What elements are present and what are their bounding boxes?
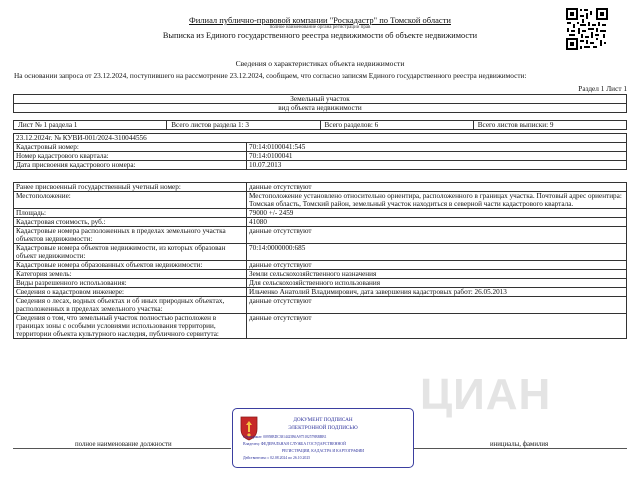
identity-table	[13, 133, 627, 170]
table-row	[14, 288, 627, 297]
signature-line1: ДОКУМЕНТ ПОДПИСАН	[293, 417, 353, 423]
row-value: Ильченко Анатолий Владимирович, дата завершения кадастровых работ: 26.05.2013	[247, 288, 627, 297]
row-label: Дата присвоения кадастрового номера:	[14, 161, 247, 170]
sheet-number: Лист № 1 раздела 1	[14, 121, 167, 130]
branch-name: Филиал публично-правовой компании "Роскадастр" по Томской области	[189, 15, 451, 25]
row-label: Сведения о кадастровом инженере:	[14, 288, 247, 297]
table-row	[14, 244, 627, 261]
row-label: Кадастровый номер:	[14, 143, 247, 152]
electronic-signature-stamp	[232, 408, 414, 468]
row-value: 70:14:0000000:685	[247, 244, 627, 261]
authority-caption: полное наименование органа регистрации прав	[269, 25, 371, 30]
signature-certificate: Сертификат: 00958BDC3814425B6A975182579BBBB1	[243, 435, 327, 439]
row-value: данные отсутствуют	[247, 227, 627, 244]
subtitle: Сведения о характеристиках объекта недвижимости	[235, 59, 405, 68]
table-row	[14, 161, 627, 170]
row-label: Местоположение:	[14, 192, 247, 209]
signature-owner: Владелец: ФЕДЕРАЛЬНАЯ СЛУЖБА ГОСУДАРСТВЕННОЙ	[243, 442, 346, 446]
row-value: Для сельскохозяйственного использования	[247, 279, 627, 288]
row-value: Земли сельскохозяйственного назначения	[247, 270, 627, 279]
row-value: 10.07.2013	[247, 161, 627, 170]
row-label: Кадастровые номера расположенных в пределах земельного участка объектов недвижимости:	[14, 227, 247, 244]
footer-position-caption: полное наименование должности	[75, 441, 172, 448]
table-row	[14, 314, 627, 339]
table-row	[14, 279, 627, 288]
table-row	[14, 261, 627, 270]
table-row	[14, 218, 627, 227]
table-row	[14, 152, 627, 161]
row-value: Местоположение установлено относительно ориентира, расположенного в границах участка. Почтовый адрес ориентира: Томская область, Томский район, земельный участок находиться в северной части кадастрового квартала.	[247, 192, 627, 209]
footer-name-caption: инициалы, фамилия	[490, 441, 549, 448]
signature-owner-2: РЕГИСТРАЦИИ, КАДАСТРА И КАРТОГРАФИИ	[281, 449, 365, 453]
row-label: Кадастровые номера объектов недвижимости, из которых образован объект недвижимости:	[14, 244, 247, 261]
object-type: Земельный участок	[14, 95, 627, 104]
footer-line-right	[414, 448, 627, 449]
table-row	[14, 192, 627, 209]
table-row	[14, 227, 627, 244]
row-value: данные отсутствуют	[247, 297, 627, 314]
row-value: данные отсутствуют	[247, 314, 627, 339]
signature-line2: ЭЛЕКТРОННОЙ ПОДПИСЬЮ	[288, 425, 358, 431]
section-label: Раздел 1 Лист 1	[578, 84, 627, 93]
row-label: Кадастровые номера образованных объектов недвижимости:	[14, 261, 247, 270]
sheet-info-table	[13, 120, 627, 130]
row-label: Площадь:	[14, 209, 247, 218]
table-row	[14, 297, 627, 314]
row-value: 70:14:0100041	[247, 152, 627, 161]
doc-number: 23.12.2024г. № КУВИ-001/2024-310044556	[14, 134, 627, 143]
footer-line-left	[13, 448, 231, 449]
total-sheets-section: Всего листов раздела 1: 3	[167, 121, 320, 130]
characteristics-table	[13, 182, 627, 339]
row-label: Номер кадастрового квартала:	[14, 152, 247, 161]
row-value: данные отсутствуют	[247, 183, 627, 192]
table-row	[14, 209, 627, 218]
row-label: Категория земель:	[14, 270, 247, 279]
request-text: На основании запроса от 23.12.2024, поступившего на рассмотрение 23.12.2024, сообщаем, что согласно записям Единого государственного реестра недвижимости:	[14, 71, 527, 80]
row-value: данные отсутствуют	[247, 261, 627, 270]
row-value: 79000 +/- 2459	[247, 209, 627, 218]
row-label: Виды разрешенного использования:	[14, 279, 247, 288]
object-type-table	[13, 94, 627, 113]
table-row	[14, 270, 627, 279]
total-sheets-extract: Всего листов выписки: 9	[473, 121, 626, 130]
table-row	[14, 143, 627, 152]
total-sections: Всего разделов: 6	[320, 121, 473, 130]
table-row	[14, 183, 627, 192]
watermark: ЦИАН	[420, 370, 552, 419]
row-label: Сведения о том, что земельный участок полностью расположен в границах зоны с особыми условиями использования территории, территории объекта культурного наследия, публичного сервитута:	[14, 314, 247, 339]
row-label: Ранее присвоенный государственный учетный номер:	[14, 183, 247, 192]
row-value: 41080	[247, 218, 627, 227]
document-title: Выписка из Единого государственного реестра недвижимости об объекте недвижимости	[162, 31, 478, 40]
row-label: Сведения о лесах, водных объектах и об иных природных объектах, расположенных в пределах земельного участка:	[14, 297, 247, 314]
row-value: 70:14:0100041:545	[247, 143, 627, 152]
row-label: Кадастровая стоимость, руб.:	[14, 218, 247, 227]
object-type-caption: вид объекта недвижимости	[14, 104, 627, 113]
signature-validity: Действителен: с 02.08.2024 по 26.10.2025	[243, 456, 311, 460]
qr-code	[565, 7, 609, 51]
